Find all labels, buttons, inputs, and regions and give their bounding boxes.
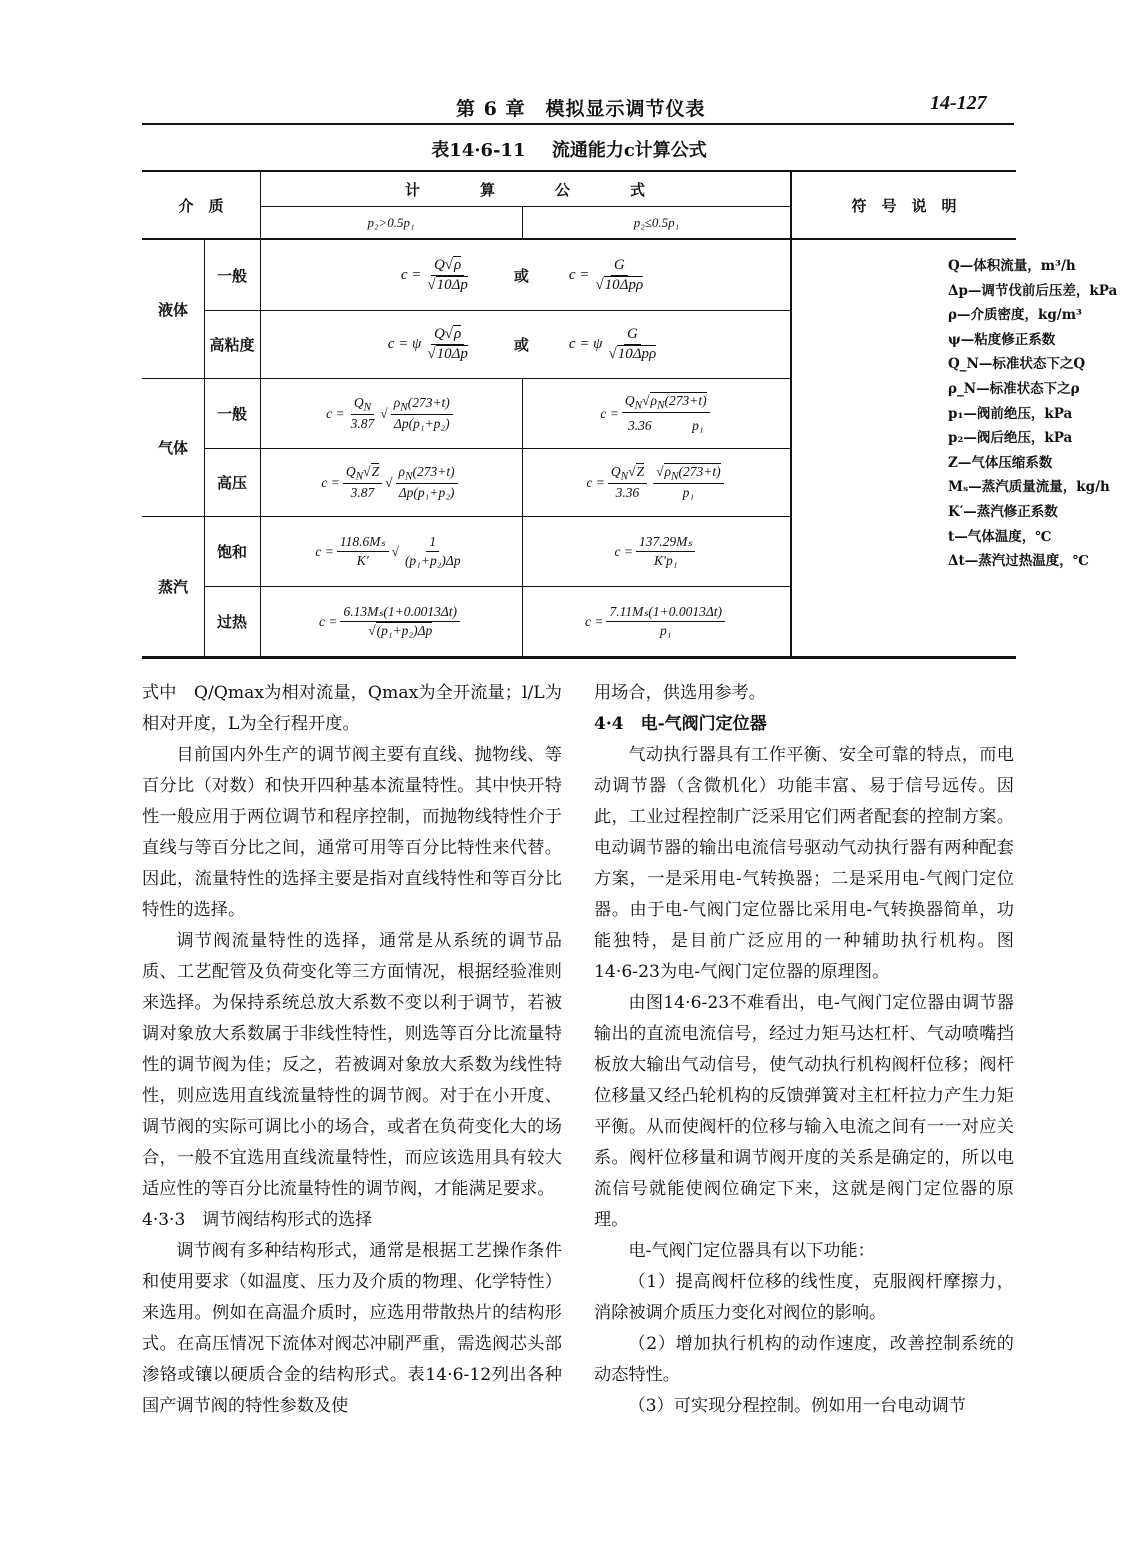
vrule-legend-left — [790, 170, 792, 658]
or-word: 或 — [513, 336, 529, 354]
paragraph: （2）增加执行机构的动作速度，改善控制系统的动态特性。 — [594, 1334, 1014, 1385]
paragraph: 调节阀有多种结构形式，通常是根据工艺操作条件和使用要求（如温度、压力及介质的物理、化学特性）来选用。例如在高温介质时，应选用带散热片的结构形式。在高压情况下流体对阀芯冲刷严重，需选阀芯头部渗铬或镶以硬质合金的结构形式。表14·6-12列出各种国产调节阀的特性参数及使 — [142, 1241, 562, 1416]
formula-liquid-general: c = $\frac{Q√\rho}{√10\Delta p}$ 或 c = $\frac{G}{\text{√10Δpρ}}$ — [400, 256, 644, 293]
table-caption-number: 表14·6-11 — [431, 140, 526, 161]
chapter-header: 第 6 章 模拟显示调节仪表 — [456, 98, 706, 120]
header-rule — [142, 123, 1014, 125]
formula-gas-highpressure-low: c = $\frac{Q_N√Z}{3.36}$ $\frac{√\rho_N(273+t)}{\text{p₁}}$ — [523, 449, 790, 516]
formula-steam-superheated-high: c = $\frac{\text{6.13Mₛ(1+0.0013Δt)}}{\text{√(p₁+p₂)Δp}}$ — [260, 587, 522, 656]
paragraph: 式中 Q/Qmax为相对流量，Qmax为全开流量；l/L为相对开度，L为全行程开度。 — [142, 683, 562, 734]
legend-item: ρ_N—标准状态下之ρ — [948, 380, 1080, 397]
legend-item: K′—蒸汽修正系数 — [948, 503, 1058, 520]
condition-high: p₂>0.5p₁ — [367, 214, 415, 230]
condition-low: p₂≤0.5p₁ — [633, 214, 680, 230]
legend-item: Z—气体压缩系数 — [948, 454, 1053, 471]
head-formula: 计 算 公 式 — [404, 180, 645, 199]
paragraph: 电-气阀门定位器具有以下功能： — [628, 1241, 875, 1261]
legend-item: Δp—调节伐前后压差，kPa — [948, 282, 1118, 299]
legend-item: t—气体温度，℃ — [948, 528, 1052, 545]
formula-liquid-viscous: c = ψ $\frac{Q√\rho}{√10\Delta p}$ 或 c = ψ $\frac{G}{\text{√10Δpρ}}$ — [387, 326, 657, 362]
legend-item: Q—体积流量，m³/h — [948, 258, 1076, 274]
group-gas: 气体 — [157, 439, 188, 457]
row-liquid-general: 一般 — [216, 266, 247, 285]
paragraph: 调节阀流量特性的选择，通常是从系统的调节品质、工艺配管及负荷变化等三方面情况，根据经验准则来选择。为保持系统总放大系数不变以利于调节，若被调对象放大系数属于非线性特性，则选等百分比流量特性的调节阀为佳；反之，若被调对象放大系数为线性特性，则应选用直线流量特性的调节阀。对于在小开度、调节阀的实际可调比小的场合，或者在负荷变化大的场合，一般不宜选用直线流量特性，而应该选用具有较大适应性的等百分比流量特性的调节阀，才能满足要求。 — [142, 931, 562, 1199]
page-number: 14-127 — [930, 92, 987, 114]
section-heading-4-3-3: 4·3·3 调节阀结构形式的选择 — [142, 1210, 373, 1230]
row-steam-superheated: 过热 — [216, 613, 247, 631]
paragraph: 由图14·6-23不难看出，电-气阀门定位器由调节器输出的直流电流信号，经过力矩马达杠杆、气动喷嘴挡板放大输出气动信号，使气动执行机构阀杆位移；阀杆位移量又经凸轮机构的反馈弹簧对主杠杆拉力产生力矩平衡。从而使阀杆的位移与输入电流之间有一一对应关系。阀杆位移量和调节阀开度的关系是确定的，所以电流信号就能使阀位确定下来，这就是阀门定位器的原理。 — [594, 993, 1014, 1230]
paragraph: 用场合，供选用参考。 — [594, 683, 766, 703]
formula-gas-highpressure-high: c = $\frac{Q_N√Z}{3.87}$ √ $\frac{\rho_N(273+t)}{\text{Δp(p₁+p₂)}}$ — [260, 449, 522, 516]
group-steam: 蒸汽 — [157, 578, 188, 596]
table-caption-title: 流通能力c计算公式 — [551, 140, 707, 161]
formula-steam-saturated-low: c = $\frac{\text{137.29Mₛ}}{\text{K′p₁}}$ — [523, 517, 790, 586]
or-word: 或 — [513, 266, 529, 285]
paragraph: 气动执行器具有工作平衡、安全可靠的特点，而电动调节器（含微机化）功能丰富、易于信号远传。因此，工业过程控制广泛采用它们两者配套的控制方案。电动调节器的输出电流信号驱动气动执行器有两种配套方案，一是采用电-气转换器；二是采用电-气阀门定位器。由于电-气阀门定位器比采用电-气转换器简单，功能独特，是目前广泛应用的一种辅助执行机构。图14·6-23为电-气阀门定位器的原理图。 — [594, 745, 1014, 982]
formula-gas-general-high: c = $\frac{Q_N}{3.87}$ √ $\frac{\rho_N(273+t)}{\text{Δp(p₁+p₂)}}$ — [260, 379, 522, 448]
formula-gas-general-low: c = $\frac{Q_N√\rho_N(273+t)}{\text{3.36 p₁}}$ — [523, 379, 790, 448]
head-medium: 介 质 — [178, 196, 224, 215]
legend-item: Δt—蒸汽过热温度，℃ — [948, 553, 1089, 570]
legend-item: p₁—阀前绝压，kPa — [948, 405, 1073, 422]
row-liquid-viscous: 高粘度 — [209, 336, 255, 354]
paragraph: （1）提高阀杆位移的线性度，克服阀杆摩擦力，消除被调介质压力变化对阀位的影响。 — [594, 1272, 1014, 1323]
table-bottom-rule — [142, 656, 1016, 659]
symbol-legend — [948, 254, 1138, 574]
formula-table — [142, 170, 1118, 658]
row-steam-saturated: 饱和 — [216, 543, 247, 561]
legend-item: ρ—介质密度，kg/m³ — [948, 307, 1082, 324]
legend-item: Q_N—标准状态下之Q — [948, 356, 1086, 373]
head-legend: 符 号 说 明 — [851, 196, 957, 215]
section-heading-4-4: 4·4 电-气阀门定位器 — [594, 714, 767, 734]
row-gas-highpressure: 高压 — [216, 474, 247, 492]
formula-steam-saturated-high: c = $\frac{\text{118.6Mₛ}}{K'}$ √ $\frac{1}{\text{(p₁+p₂)Δp}}$ — [315, 534, 461, 568]
paragraph: 目前国内外生产的调节阀主要有直线、抛物线、等百分比（对数）和快开四种基本流量特性。其中快开特性一般应用于两位调节和程序控制，而抛物线特性介于直线与等百分比之间，通常可用等百分比特性来代替。因此，流量特性的选择主要是指对直线特性和等百分比特性的选择。 — [142, 745, 562, 920]
right-column — [594, 678, 1014, 1422]
legend-item: Mₛ—蒸汽质量流量，kg/h — [948, 479, 1110, 496]
legend-item: ψ—粘度修正系数 — [948, 331, 1056, 348]
table-caption — [0, 136, 1138, 162]
paragraph: （3）可实现分程控制。例如用一台电动调节 — [628, 1396, 966, 1416]
row-gas-general: 一般 — [216, 405, 247, 423]
group-liquid: 液体 — [157, 300, 188, 319]
left-column — [142, 678, 562, 1422]
legend-item: p₂—阀后绝压，kPa — [948, 430, 1073, 447]
formula-steam-superheated-low: c = $\frac{\text{7.11Mₛ(1+0.0013Δt)}}{\text{p₁}}$ — [523, 587, 790, 656]
